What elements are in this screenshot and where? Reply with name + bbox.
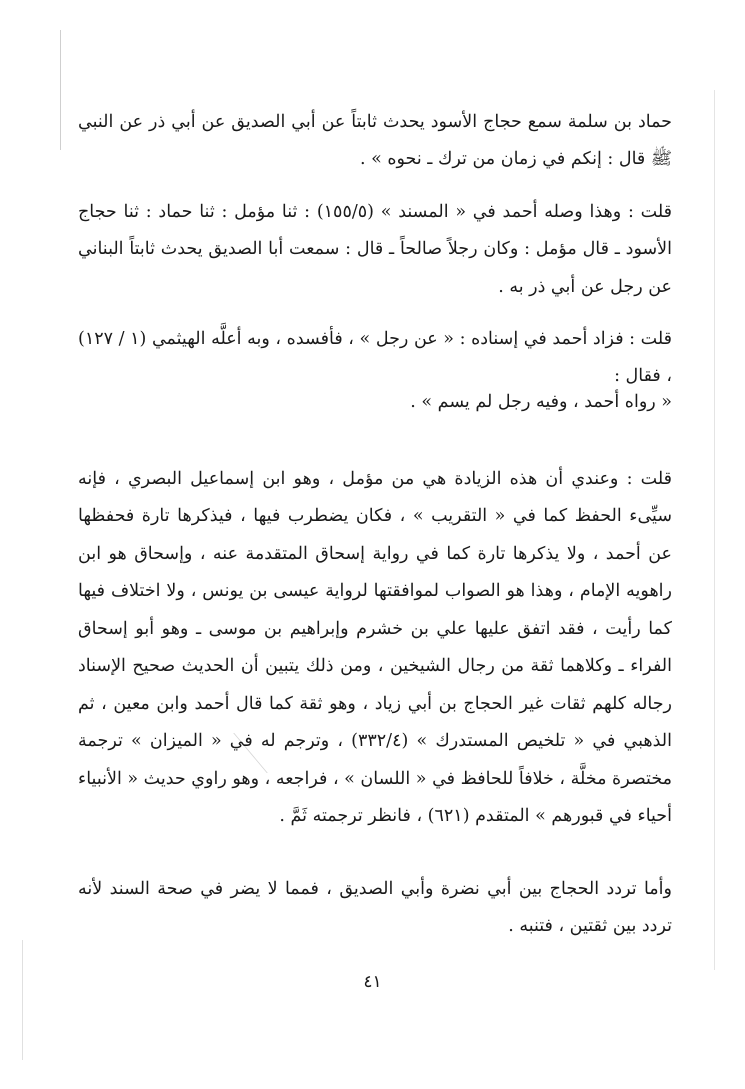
paragraph: قلت : وهذا وصله أحمد في « المسند » (١٥٥/٥) : ثنا مؤمل : ثنا حماد : ثنا حجاج الأسود ـ قال مؤمل : وكان رجلاً صالحاً ـ قال : سمعت أبا الصديق يحدث ثابتاً البناني عن رجل عن أبي ذر به . <box>78 201 672 297</box>
page-edge-shadow <box>22 940 23 1060</box>
paragraph: قلت : وعندي أن هذه الزيادة هي من مؤمل ، وهو ابن إسماعيل البصري ، فإنه سيِّىء الحفظ كما في « التقريب » ، فكان يضطرب فيها ، فيذكرها تارة فحفظها عن أحمد ، ولا يذكرها تارة كما في رواية إسحاق المتقدمة عنه ، وإسحاق هو ابن راهويه الإمام ، وهذا هو الصواب لموافقتها لرواية عيسى بن يونس ، ولا اختلاف فيها كما رأيت ، فقد اتفق عليها علي بن خشرم وإبراهيم بن موسى ـ وهو أبو إسحاق الفراء ـ وكلاهما ثقة من رجال الشيخين ، ومن ذلك يتبين أن الحديث صحيح الإسناد رجاله كلهم ثقات غير الحجاج بن أبي زياد ، وهو ثقة كما قال أحمد وابن معين ، ثم الذهبي في « تلخيص المستدرك » (٣٣٢/٤) ، وترجم له في « الميزان » ترجمة مختصرة مخلَّة ، خلافاً للحافظ في « اللسان » ، فراجعه ، وهو راوي حديث « الأنبياء أحياء في قبورهم » المتقدم (٦٢١) ، فانظر ترجمته ثَمَّ . <box>78 468 672 826</box>
paragraph: قلت : فزاد أحمد في إسناده : « عن رجل » ، فأفسده ، وبه أعلَّه الهيثمي (١ / ١٢٧) ، فقال : <box>78 328 672 386</box>
paragraph: وأما تردد الحجاج بين أبي نضرة وأبي الصديق ، فمما لا يضر في صحة السند لأنه تردد بين ثقتين ، فتنبه . <box>78 878 672 936</box>
paragraph: حماد بن سلمة سمع حجاج الأسود يحدث ثابتاً عن أبي الصديق عن أبي ذر عن النبي ﷺ قال : إنكم في زمان من ترك ـ نحوه » . <box>78 111 672 169</box>
page-edge-shadow <box>60 30 61 150</box>
page-edge-shadow <box>714 90 715 970</box>
page-number: ٤١ <box>363 972 382 992</box>
quoted-paragraph: « رواه أحمد ، وفيه رجل لم يسم » . <box>410 391 672 412</box>
